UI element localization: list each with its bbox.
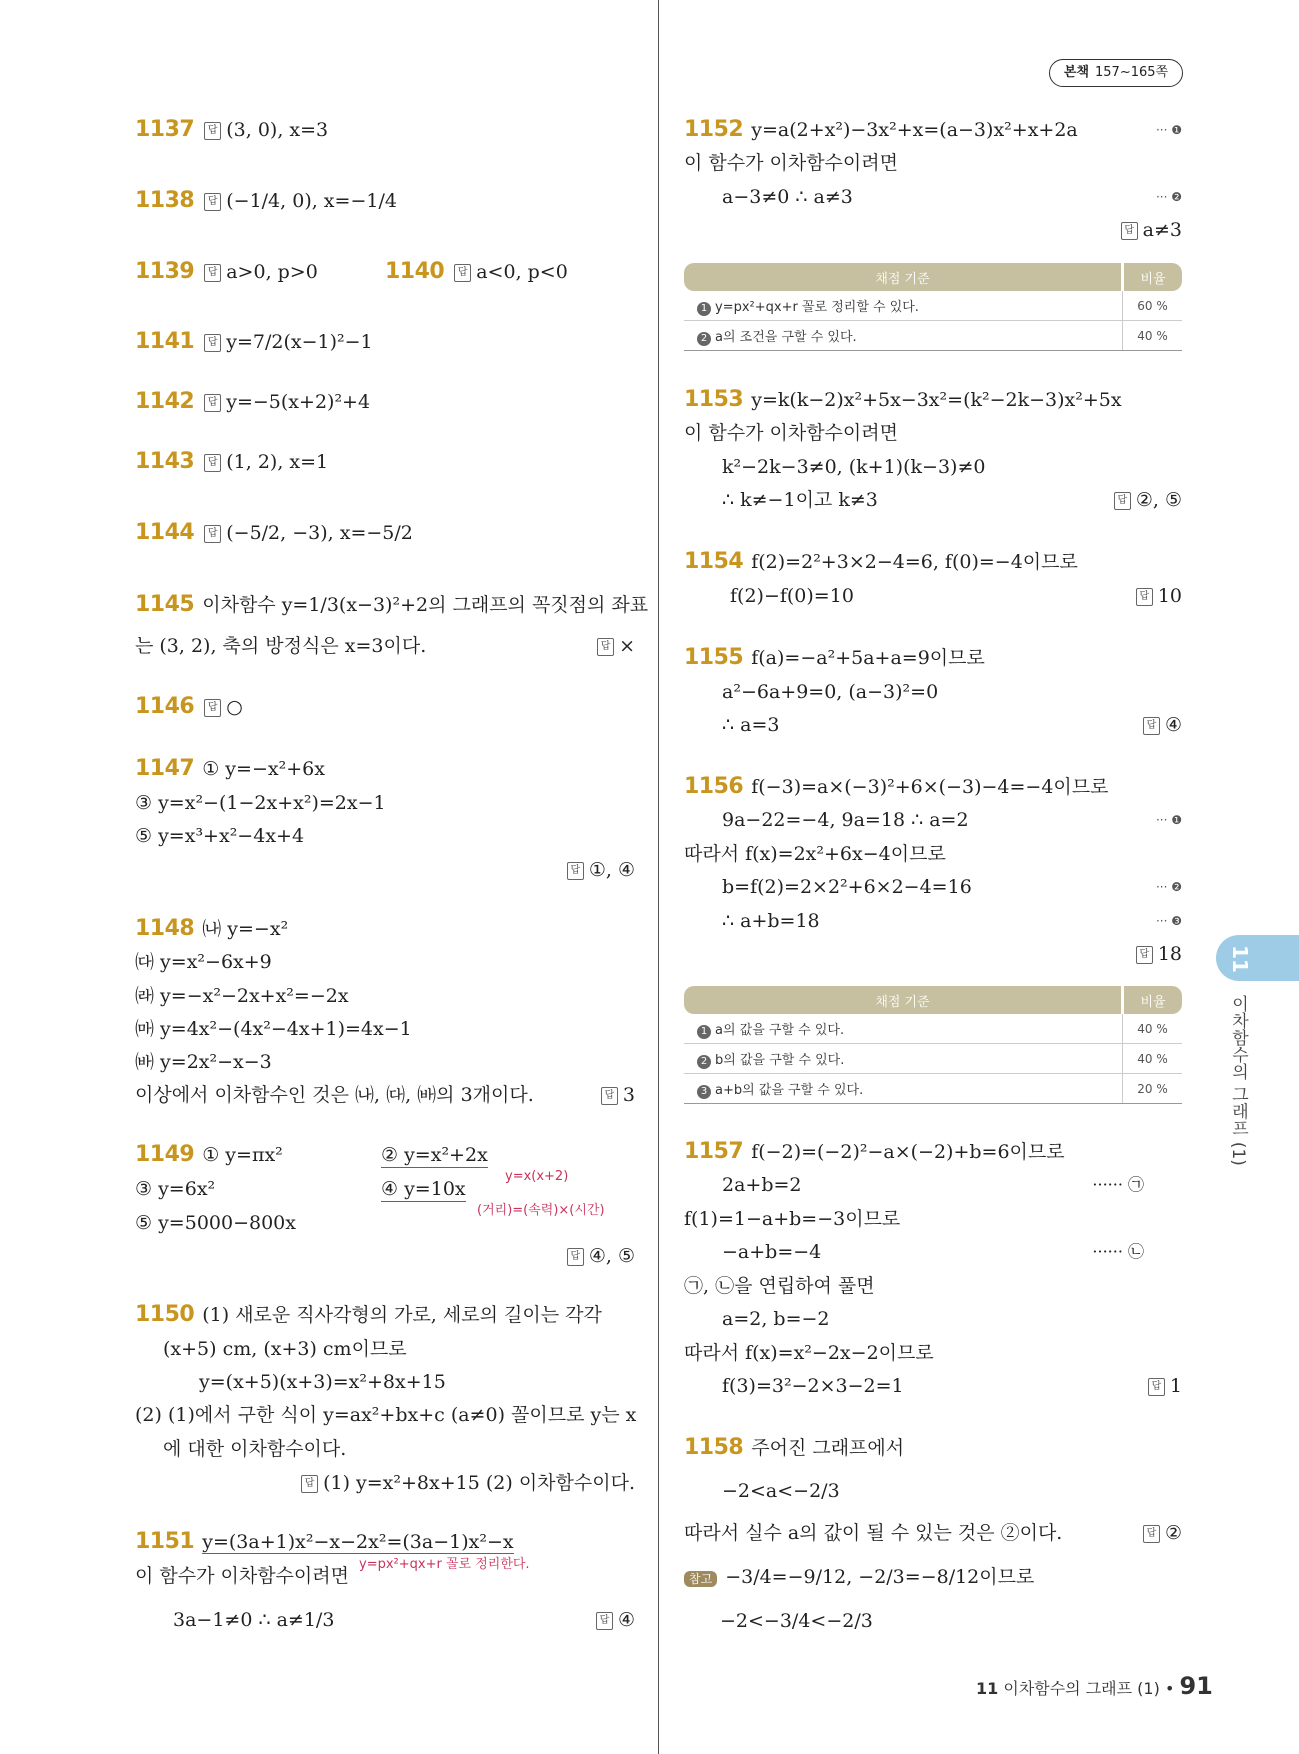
page-number: 91 <box>1179 1672 1213 1700</box>
answer-icon: 답 <box>1121 222 1138 240</box>
line: −2<−3/4<−2/3 <box>720 1610 873 1632</box>
problem-1146: 1146 답 ○ <box>135 694 243 719</box>
problem-1156-line5: ∴ a+b=18 ··· ❸ <box>722 910 1182 932</box>
line: a=2, b=−2 <box>722 1308 830 1330</box>
problem-1137: 1137 답 (3, 0), x=3 <box>135 117 329 142</box>
page-footer: 11 이차함수의 그래프 (1) • 91 <box>976 1672 1213 1700</box>
problem-1155-line3: ∴ a=3 답 ④ <box>722 714 1182 736</box>
answer-icon: 답 <box>204 122 221 140</box>
answer-icon: 답 <box>567 1248 584 1266</box>
problem-1149: 1149 ① y=πx² ② y=x²+2x <box>135 1142 488 1167</box>
line: ㈐ y=x²−6x+9 <box>135 951 272 973</box>
problem-1149-line2: ③ y=6x² ④ y=10x <box>135 1178 466 1200</box>
line: ③ y=x²−(1−2x+x²)=2x−1 <box>135 792 386 814</box>
answer-icon: 답 <box>567 862 584 880</box>
annotation-note: (거리)=(속력)×(시간) <box>477 1203 605 1218</box>
line: ⑤ y=x³+x²−4x+4 <box>135 825 305 847</box>
problem-1158-line3: 따라서 실수 a의 값이 될 수 있는 것은 ②이다. 답 ② <box>684 1522 1182 1544</box>
line: ㈓ y=2x²−x−3 <box>135 1051 272 1073</box>
line: (x+5) cm, (x+3) cm이므로 <box>163 1338 407 1360</box>
answer-icon: 답 <box>204 264 221 282</box>
step-2-icon: 2 <box>697 332 711 346</box>
problem-1143: 1143 답 (1, 2), x=1 <box>135 449 329 474</box>
answer-icon: 답 <box>1114 492 1131 510</box>
answer-icon: 답 <box>301 1475 318 1493</box>
annotation-note: y=px²+qx+r 꼴로 정리한다. <box>359 1557 530 1572</box>
answer-icon: 답 <box>204 454 221 472</box>
line: f(1)=1−a+b=−3이므로 <box>684 1208 901 1230</box>
annotation-note: y=x(x+2) <box>505 1169 569 1184</box>
problem-1154: 1154 f(2)=2²+3×2−4=6, f(0)=−4이므로 <box>684 549 1078 574</box>
reference-badge: 참고 <box>684 1571 717 1587</box>
problem-1153: 1153 y=k(k−2)x²+5x−3x²=(k²−2k−3)x²+5x <box>684 387 1122 412</box>
scoring-rubric-1156: 채점 기준 비율 1 a의 값을 구할 수 있다. 40 % 2 b의 값을 구할 수 있다. 40 % 3 a+b의 값을 구할 수 있다. 20 % <box>684 986 1182 1104</box>
step-3-icon: 3 <box>697 1085 711 1099</box>
problem-1157-line2: 2a+b=2 ······ ㉠ <box>722 1174 1144 1196</box>
problem-1147: 1147 ① y=−x²+6x <box>135 756 325 781</box>
answer-icon: 답 <box>454 264 471 282</box>
answer-icon: 답 <box>1136 946 1153 964</box>
problem-1157: 1157 f(−2)=(−2)²−a×(−2)+b=6이므로 <box>684 1139 1065 1164</box>
answer-icon: 답 <box>204 699 221 717</box>
answer-icon: 답 <box>1148 1378 1165 1396</box>
answer-icon: 답 <box>204 525 221 543</box>
chapter-tab-title: 이차함수의 그래프 (1) <box>1228 995 1248 1166</box>
step-1-icon: 1 <box>697 1025 711 1039</box>
line: −2<a<−2/3 <box>722 1480 840 1502</box>
problem-1156-line2: 9a−22=−4, 9a=18 ∴ a=2 ··· ❶ <box>722 809 1182 831</box>
answer-icon: 답 <box>596 1612 613 1630</box>
problem-1148: 1148 ㈏ y=−x² <box>135 916 289 941</box>
column-divider <box>658 0 659 1754</box>
line: ㉠, ㉡을 연립하여 풀면 <box>684 1275 875 1297</box>
line: 에 대한 이차함수이다. <box>163 1438 347 1460</box>
problem-1155: 1155 f(a)=−a²+5a+a=9이므로 <box>684 645 985 670</box>
problem-1139-1140: 1139 답 a>0, p>0 1140 답 a<0, p<0 <box>135 259 568 284</box>
answer-icon: 답 <box>204 334 221 352</box>
scoring-rubric-1152: 채점 기준 비율 1 y=px²+qx+r 꼴로 정리할 수 있다. 60 % 2 a의 조건을 구할 수 있다. 40 % <box>684 263 1182 351</box>
problem-1154-line2: f(2)−f(0)=10 답 10 <box>730 585 1182 607</box>
line: ㈒ y=4x²−(4x²−4x+1)=4x−1 <box>135 1018 412 1040</box>
problem-1144: 1144 답 (−5/2, −3), x=−5/2 <box>135 520 413 545</box>
line: a²−6a+9=0, (a−3)²=0 <box>722 681 939 703</box>
problem-1138: 1138 답 (−1/4, 0), x=−1/4 <box>135 188 397 213</box>
problem-1157-line4: −a+b=−4 ······ ㉡ <box>722 1241 1144 1263</box>
problem-1142: 1142 답 y=−5(x+2)²+4 <box>135 389 371 414</box>
line: y=(x+5)(x+3)=x²+8x+15 <box>199 1371 446 1393</box>
problem-1157-line8: f(3)=3²−2×3−2=1 답 1 <box>722 1375 1182 1397</box>
problem-1158-reference: 참고 −3/4=−9/12, −2/3=−8/12이므로 <box>684 1565 1034 1591</box>
problem-1145: 1145 이차함수 y=1/3(x−3)²+2의 그래프의 꼭짓점의 좌표 <box>135 592 649 617</box>
problem-1158: 1158 주어진 그래프에서 <box>684 1435 905 1460</box>
line: 따라서 f(x)=2x²+6x−4이므로 <box>684 843 946 865</box>
line: ㈑ y=−x²−2x+x²=−2x <box>135 985 349 1007</box>
problem-1145-line2: 는 (3, 2), 축의 방정식은 x=3이다. 답 × <box>135 635 635 657</box>
answer-icon: 답 <box>1136 588 1153 606</box>
problem-1156: 1156 f(−3)=a×(−3)²+6×(−3)−4=−4이므로 <box>684 774 1109 799</box>
page-range-badge: 본책 157~165쪽 <box>1049 59 1183 87</box>
line: ⑤ y=5000−800x <box>135 1212 296 1234</box>
answer-icon: 답 <box>601 1087 618 1105</box>
problem-1153-line4: ∴ k≠−1이고 k≠3 답 ②, ⑤ <box>722 489 1182 511</box>
line: 따라서 f(x)=x²−2x−2이므로 <box>684 1342 934 1364</box>
line: 이 함수가 이차함수이려면 <box>684 422 898 444</box>
chapter-tab-number: 11 <box>1227 945 1252 973</box>
problem-1152: 1152 y=a(2+x²)−3x²+x=(a−3)x²+x+2a ··· ❶ <box>684 117 1182 142</box>
problem-1151-line3: 3a−1≠0 ∴ a≠1/3 <box>173 1609 335 1631</box>
problem-1152-line3: a−3≠0 ∴ a≠3 ··· ❷ <box>722 186 1182 208</box>
problem-1150: 1150 (1) 새로운 직사각형의 가로, 세로의 길이는 각각 <box>135 1302 602 1327</box>
answer-icon: 답 <box>204 394 221 412</box>
line: (2) (1)에서 구한 식이 y=ax²+bx+c (a≠0) 꼴이므로 y는 x <box>135 1404 637 1426</box>
problem-1141: 1141 답 y=7/2(x−1)²−1 <box>135 329 373 354</box>
answer-icon: 답 <box>204 193 221 211</box>
step-1-icon: 1 <box>697 302 711 316</box>
line: 이 함수가 이차함수이려면 <box>684 152 898 174</box>
answer-icon: 답 <box>1143 717 1160 735</box>
problem-1156-line4: b=f(2)=2×2²+6×2−4=16 ··· ❷ <box>722 876 1182 898</box>
problem-1151: 1151 y=(3a+1)x²−x−2x²=(3a−1)x²−x <box>135 1529 514 1554</box>
problem-1148-conclusion: 이상에서 이차함수인 것은 ㈏, ㈐, ㈓의 3개이다. 답 3 <box>135 1084 635 1106</box>
line: k²−2k−3≠0, (k+1)(k−3)≠0 <box>722 456 986 478</box>
answer-icon: 답 <box>1143 1525 1160 1543</box>
line: 이 함수가 이차함수이려면 <box>135 1565 349 1587</box>
step-2-icon: 2 <box>697 1055 711 1069</box>
answer-icon: 답 <box>597 638 614 656</box>
